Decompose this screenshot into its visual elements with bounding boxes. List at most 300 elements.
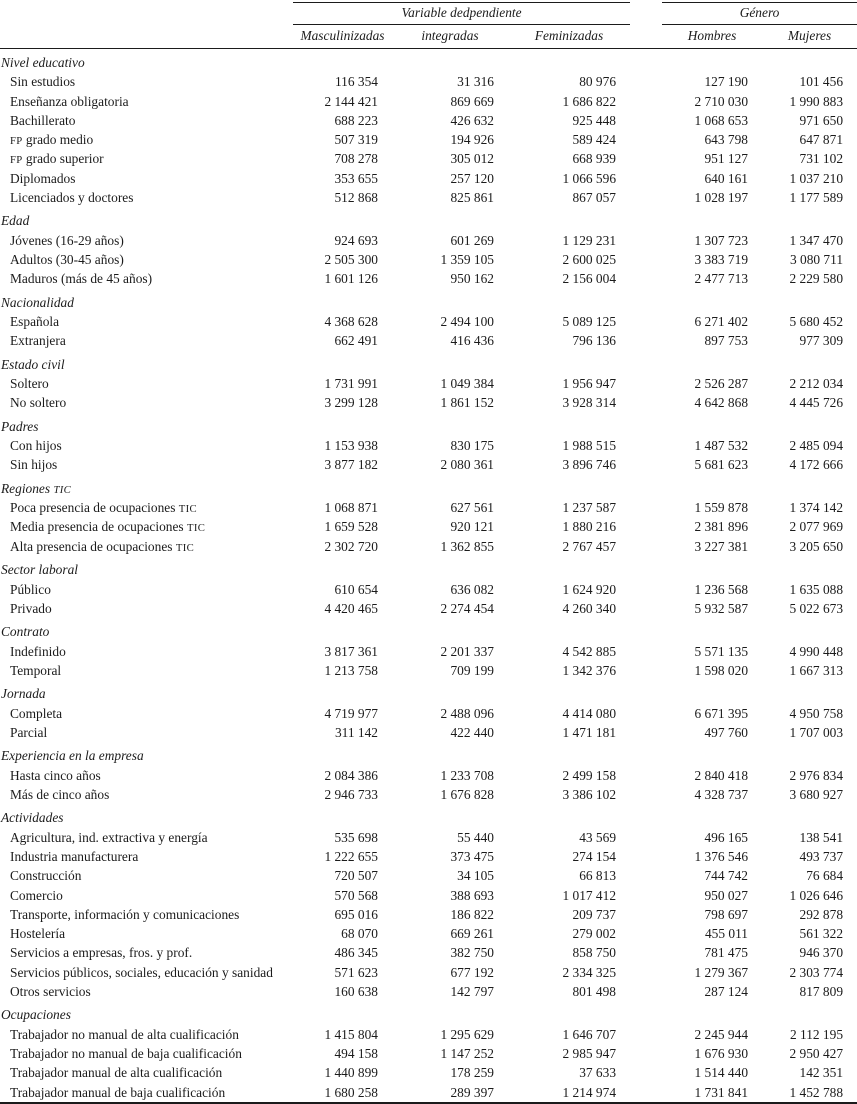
cell-value: 647 871	[799, 132, 844, 148]
row-label: Industria manufacturera	[10, 849, 139, 864]
section-title: Sector laboral	[1, 562, 78, 578]
small-caps-text: TIC	[53, 483, 72, 496]
cell-value: 825 861	[450, 189, 494, 205]
cell-value: 1 222 655	[324, 849, 378, 864]
cell-value: 535 698	[334, 829, 378, 845]
cell-value: 455 011	[704, 926, 749, 942]
cell-value: 1 237 587	[562, 500, 617, 516]
table-row	[0, 847, 857, 866]
table-row	[0, 394, 857, 413]
table-row	[0, 312, 857, 331]
cell-value: 186 822	[450, 906, 494, 922]
cell-value: 668 939	[572, 151, 617, 167]
cell-value: 274 154	[572, 849, 617, 864]
table-row	[0, 642, 857, 661]
cell-value: 695 016	[334, 906, 378, 922]
cell-value: 279 002	[572, 926, 617, 942]
cell-value: 1 988 515	[562, 438, 617, 454]
row-label: Servicios a empresas, fros. y prof.	[10, 945, 193, 961]
cell-value: 4 542 885	[562, 643, 617, 659]
table-row	[0, 704, 857, 723]
cell-value: 869 669	[450, 93, 494, 109]
section-title: Estado civil	[1, 356, 65, 372]
cell-value: 2 077 969	[789, 519, 844, 535]
row-label: Diplomados	[10, 170, 76, 186]
row-label: Trabajador no manual de baja cualificación	[10, 1046, 242, 1062]
cell-value: 388 693	[450, 887, 494, 903]
cell-value: 1 680 258	[324, 1084, 378, 1100]
table-body	[0, 49, 857, 1104]
cell-value: 561 322	[799, 926, 844, 942]
cell-value: 1 049 384	[440, 376, 494, 392]
table-row	[0, 963, 857, 982]
section-title: Edad	[1, 213, 30, 229]
table-row	[0, 456, 857, 475]
row-label: FP grado superior	[10, 151, 104, 167]
column-gap	[630, 518, 662, 537]
section-header-row	[0, 289, 857, 312]
cell-value: 257 120	[450, 170, 494, 186]
row-label: Licenciados y doctores	[10, 189, 134, 205]
cell-value: 4 368 628	[324, 314, 378, 330]
small-caps-text: TIC	[178, 503, 198, 516]
cell-value: 5 571 135	[694, 643, 749, 659]
column-header-masculinizadas: Masculinizadas	[293, 25, 392, 49]
cell-value: 289 397	[450, 1084, 494, 1100]
column-gap	[630, 537, 662, 556]
table-row	[0, 111, 857, 130]
column-gap	[630, 92, 662, 111]
cell-value: 601 269	[450, 232, 494, 248]
cell-value: 287 124	[704, 983, 749, 999]
table-row	[0, 1044, 857, 1063]
table-row	[0, 1025, 857, 1044]
cell-value: 744 742	[704, 868, 749, 884]
column-gap	[630, 723, 662, 742]
cell-value: 610 654	[334, 581, 378, 597]
cell-value: 194 926	[450, 132, 494, 148]
row-label: Jóvenes (16-29 años)	[10, 232, 124, 248]
row-label: Trabajador manual de alta cualificación	[10, 1065, 223, 1081]
row-label: Sin estudios	[10, 74, 76, 90]
small-caps-text: TIC	[186, 522, 206, 535]
row-label: Española	[10, 314, 60, 330]
row-label: Con hijos	[10, 438, 62, 454]
cell-value: 5 680 452	[789, 314, 844, 330]
cell-value: 1 026 646	[789, 887, 844, 903]
column-header-row	[0, 25, 857, 49]
cell-value: 830 175	[450, 438, 494, 454]
row-label: Otros servicios	[10, 983, 91, 999]
row-label: Bachillerato	[10, 112, 76, 128]
cell-value: 80 976	[579, 74, 617, 90]
cell-value: 292 878	[799, 906, 844, 922]
cell-value: 1 990 883	[789, 93, 844, 109]
column-gap	[630, 905, 662, 924]
table-row	[0, 1083, 857, 1103]
cell-value: 1 017 412	[562, 887, 617, 903]
column-gap	[630, 394, 662, 413]
cell-value: 1 359 105	[440, 252, 494, 268]
column-gap	[630, 374, 662, 393]
table-row	[0, 188, 857, 207]
row-label: Parcial	[10, 724, 48, 740]
cell-value: 1 236 568	[694, 581, 749, 597]
cell-value: 5 681 623	[694, 457, 749, 473]
column-gap	[630, 436, 662, 455]
section-header-row	[0, 804, 857, 827]
cell-value: 1 471 181	[562, 724, 617, 740]
cell-value: 677 192	[450, 964, 494, 980]
table-row	[0, 518, 857, 537]
column-gap	[630, 456, 662, 475]
statistics-table	[0, 2, 857, 1104]
cell-value: 1 279 367	[694, 964, 749, 980]
cell-value: 2 245 944	[694, 1026, 749, 1042]
section-title: Regiones TIC	[1, 480, 72, 496]
cell-value: 3 817 361	[324, 643, 378, 659]
row-label: Enseñanza obligatoria	[10, 93, 129, 109]
column-gap	[630, 886, 662, 905]
cell-value: 2 112 195	[789, 1026, 844, 1042]
cell-value: 494 158	[334, 1046, 378, 1062]
cell-value: 512 868	[334, 189, 378, 205]
cell-value: 640 161	[704, 170, 749, 186]
table-row	[0, 332, 857, 351]
table-row	[0, 766, 857, 785]
cell-value: 1 068 871	[324, 500, 378, 516]
row-label: Temporal	[10, 662, 62, 678]
cell-value: 2 488 096	[440, 705, 494, 721]
table-row	[0, 72, 857, 91]
cell-value: 2 156 004	[562, 271, 617, 287]
row-label: Construcción	[10, 868, 82, 884]
row-label: Hostelería	[10, 926, 66, 942]
row-label: Hasta cinco años	[10, 767, 101, 783]
cell-value: 43 569	[579, 829, 617, 845]
cell-value: 3 227 381	[694, 538, 749, 554]
table-row	[0, 270, 857, 289]
row-label: Trabajador manual de baja cualificación	[10, 1084, 226, 1100]
column-gap	[630, 642, 662, 661]
cell-value: 1 037 210	[789, 170, 844, 186]
cell-value: 1 559 878	[694, 500, 749, 516]
table-row	[0, 866, 857, 885]
cell-value: 178 259	[450, 1065, 494, 1081]
cell-value: 1 624 920	[562, 581, 617, 597]
cell-value: 486 345	[334, 945, 378, 961]
column-gap	[630, 188, 662, 207]
column-gap	[630, 982, 662, 1001]
cell-value: 37 633	[579, 1065, 617, 1081]
table-row	[0, 944, 857, 963]
group-header-dependent-variable: Variable dedpendiente	[293, 3, 630, 25]
label-column-blank	[0, 3, 293, 25]
column-gap	[630, 332, 662, 351]
row-label: Alta presencia de ocupaciones TIC	[10, 538, 195, 554]
row-label: No soltero	[10, 395, 67, 411]
cell-value: 1 667 313	[789, 662, 844, 678]
cell-value: 1 635 088	[789, 581, 844, 597]
cell-value: 4 445 726	[789, 395, 844, 411]
cell-value: 5 022 673	[789, 600, 844, 616]
cell-value: 781 475	[704, 945, 749, 961]
cell-value: 3 299 128	[324, 395, 378, 411]
column-gap	[630, 1044, 662, 1063]
cell-value: 66 813	[579, 868, 617, 884]
table-row	[0, 924, 857, 943]
cell-value: 920 121	[450, 519, 494, 535]
cell-value: 571 623	[334, 964, 378, 980]
table-row	[0, 905, 857, 924]
column-gap	[630, 766, 662, 785]
cell-value: 493 737	[799, 849, 844, 864]
column-gap	[630, 944, 662, 963]
cell-value: 1 362 855	[440, 538, 494, 554]
cell-value: 2 229 580	[789, 271, 844, 287]
cell-value: 5 932 587	[694, 600, 749, 616]
cell-value: 669 261	[450, 926, 494, 942]
row-label: Trabajador no manual de alta cualificación	[10, 1026, 239, 1042]
cell-value: 4 950 758	[789, 705, 844, 721]
table-row	[0, 828, 857, 847]
column-gap	[630, 828, 662, 847]
table-row	[0, 374, 857, 393]
cell-value: 801 498	[572, 983, 617, 999]
cell-value: 1 213 758	[324, 662, 378, 678]
cell-value: 2 976 834	[789, 767, 844, 783]
cell-value: 3 896 746	[562, 457, 617, 473]
cell-value: 68 070	[341, 926, 378, 942]
cell-value: 796 136	[572, 333, 617, 349]
cell-value: 2 985 947	[562, 1046, 617, 1062]
group-header-row	[0, 3, 857, 25]
table-row	[0, 886, 857, 905]
cell-value: 977 309	[799, 333, 844, 349]
cell-value: 2 477 713	[694, 271, 749, 287]
cell-value: 6 271 402	[694, 314, 749, 330]
cell-value: 1 068 653	[694, 112, 749, 128]
column-gap	[630, 72, 662, 91]
cell-value: 426 632	[450, 112, 494, 128]
table-row	[0, 150, 857, 169]
cell-value: 31 316	[457, 74, 494, 90]
cell-value: 2 334 325	[562, 964, 617, 980]
cell-value: 3 877 182	[324, 457, 378, 473]
small-caps-text: FP	[10, 135, 23, 148]
section-header-row	[0, 680, 857, 703]
column-gap	[630, 963, 662, 982]
column-gap	[630, 250, 662, 269]
row-label: FP grado medio	[10, 132, 94, 148]
cell-value: 1 956 947	[562, 376, 617, 392]
row-label: Poca presencia de ocupaciones TIC	[10, 500, 198, 516]
cell-value: 142 797	[450, 983, 494, 999]
table-row	[0, 169, 857, 188]
cell-value: 589 424	[572, 132, 617, 148]
cell-value: 2 840 418	[694, 767, 749, 783]
cell-value: 1 880 216	[562, 519, 617, 535]
section-title: Nivel educativo	[1, 55, 85, 70]
cell-value: 858 750	[572, 945, 617, 961]
column-header-integradas: integradas	[392, 25, 508, 49]
cell-value: 2 485 094	[789, 438, 844, 454]
cell-value: 422 440	[450, 724, 494, 740]
cell-value: 1 147 252	[440, 1046, 494, 1062]
row-label: Agricultura, ind. extractiva y energía	[10, 829, 208, 845]
table-row	[0, 785, 857, 804]
cell-value: 688 223	[334, 112, 378, 128]
cell-value: 2 600 025	[562, 252, 617, 268]
cell-value: 4 990 448	[789, 643, 844, 659]
cell-value: 925 448	[572, 112, 617, 128]
cell-value: 643 798	[704, 132, 749, 148]
section-title: Contrato	[1, 624, 50, 640]
column-gap	[630, 3, 662, 25]
cell-value: 1 066 596	[562, 170, 617, 186]
small-caps-text: TIC	[175, 541, 195, 554]
cell-value: 127 190	[704, 74, 749, 90]
cell-value: 1 731 841	[694, 1084, 749, 1100]
cell-value: 1 129 231	[562, 232, 617, 248]
row-label: Servicios públicos, sociales, educación y sanidad	[10, 964, 273, 980]
column-gap	[630, 150, 662, 169]
row-label: Sin hijos	[10, 457, 58, 473]
section-header-row	[0, 49, 857, 73]
section-header-row	[0, 351, 857, 374]
section-header-row	[0, 742, 857, 765]
cell-value: 4 719 977	[324, 705, 378, 721]
cell-value: 138 541	[799, 829, 844, 845]
cell-value: 5 089 125	[562, 314, 617, 330]
table-row	[0, 250, 857, 269]
cell-value: 76 684	[806, 868, 844, 884]
row-label: Adultos (30-45 años)	[10, 252, 124, 268]
column-gap	[630, 1025, 662, 1044]
cell-value: 2 505 300	[324, 252, 378, 268]
cell-value: 2 144 421	[324, 93, 378, 109]
column-gap	[630, 231, 662, 250]
cell-value: 1 659 528	[324, 519, 378, 535]
cell-value: 2 084 386	[324, 767, 378, 783]
cell-value: 720 507	[334, 868, 378, 884]
section-header-row	[0, 1001, 857, 1024]
cell-value: 1 646 707	[562, 1026, 617, 1042]
cell-value: 3 386 102	[562, 786, 617, 802]
table-row	[0, 498, 857, 517]
cell-value: 731 102	[799, 151, 844, 167]
section-title: Nacionalidad	[1, 294, 74, 310]
column-header-feminizadas: Feminizadas	[508, 25, 630, 49]
cell-value: 416 436	[450, 333, 494, 349]
cell-value: 3 080 711	[789, 252, 844, 268]
column-gap	[630, 1064, 662, 1083]
cell-value: 55 440	[457, 829, 494, 845]
row-label: Privado	[10, 600, 52, 616]
cell-value: 951 127	[704, 151, 749, 167]
cell-value: 3 205 650	[789, 538, 844, 554]
column-gap	[630, 785, 662, 804]
column-gap	[630, 130, 662, 149]
table-row	[0, 1064, 857, 1083]
column-gap	[630, 1083, 662, 1103]
row-label: Soltero	[10, 376, 49, 392]
cell-value: 1 376 546	[694, 849, 749, 864]
cell-value: 4 642 868	[694, 395, 749, 411]
cell-value: 662 491	[334, 333, 378, 349]
column-gap	[630, 847, 662, 866]
cell-value: 2 767 457	[562, 538, 617, 554]
section-title: Ocupaciones	[1, 1007, 71, 1023]
cell-value: 2 494 100	[440, 314, 494, 330]
cell-value: 2 303 774	[789, 964, 844, 980]
section-header-row	[0, 475, 857, 498]
cell-value: 2 302 720	[324, 538, 378, 554]
cell-value: 1 487 532	[694, 438, 749, 454]
section-header-row	[0, 207, 857, 230]
section-header-row	[0, 413, 857, 436]
cell-value: 1 731 991	[324, 376, 378, 392]
cell-value: 971 650	[799, 112, 844, 128]
section-header-row	[0, 618, 857, 641]
column-gap	[630, 111, 662, 130]
row-label: Más de cinco años	[10, 786, 110, 802]
cell-value: 2 381 896	[694, 519, 749, 535]
table-row	[0, 231, 857, 250]
cell-value: 1 295 629	[440, 1026, 494, 1042]
table-row	[0, 580, 857, 599]
cell-value: 946 370	[799, 945, 844, 961]
cell-value: 1 347 470	[789, 232, 844, 248]
row-label: Público	[10, 581, 51, 597]
column-header-hombres: Hombres	[662, 25, 762, 49]
column-gap	[630, 704, 662, 723]
cell-value: 2 950 427	[789, 1046, 844, 1062]
cell-value: 4 414 080	[562, 705, 617, 721]
cell-value: 373 475	[450, 849, 494, 864]
row-label: Extranjera	[10, 333, 66, 349]
cell-value: 6 671 395	[694, 705, 749, 721]
cell-value: 1 601 126	[324, 271, 378, 287]
cell-value: 2 212 034	[789, 376, 844, 392]
column-gap	[630, 580, 662, 599]
cell-value: 2 201 337	[440, 643, 494, 659]
cell-value: 1 153 938	[324, 438, 378, 454]
cell-value: 160 638	[334, 983, 378, 999]
table-row	[0, 436, 857, 455]
section-title: Actividades	[1, 810, 64, 826]
cell-value: 1 177 589	[789, 189, 844, 205]
group-header-genero: Género	[662, 3, 857, 25]
cell-value: 1 214 974	[562, 1084, 617, 1100]
row-label: Media presencia de ocupaciones TIC	[10, 519, 206, 535]
label-column-blank	[0, 25, 293, 49]
row-label: Maduros (más de 45 años)	[10, 271, 153, 287]
cell-value: 950 027	[704, 887, 749, 903]
cell-value: 817 809	[799, 983, 844, 999]
section-header-row	[0, 556, 857, 579]
cell-value: 353 655	[334, 170, 378, 186]
column-gap	[630, 599, 662, 618]
column-gap	[630, 924, 662, 943]
cell-value: 3 383 719	[694, 252, 749, 268]
cell-value: 897 753	[704, 333, 749, 349]
row-label: Completa	[10, 705, 63, 721]
table-row	[0, 661, 857, 680]
table-row	[0, 723, 857, 742]
cell-value: 305 012	[450, 151, 494, 167]
cell-value: 34 105	[457, 868, 494, 884]
